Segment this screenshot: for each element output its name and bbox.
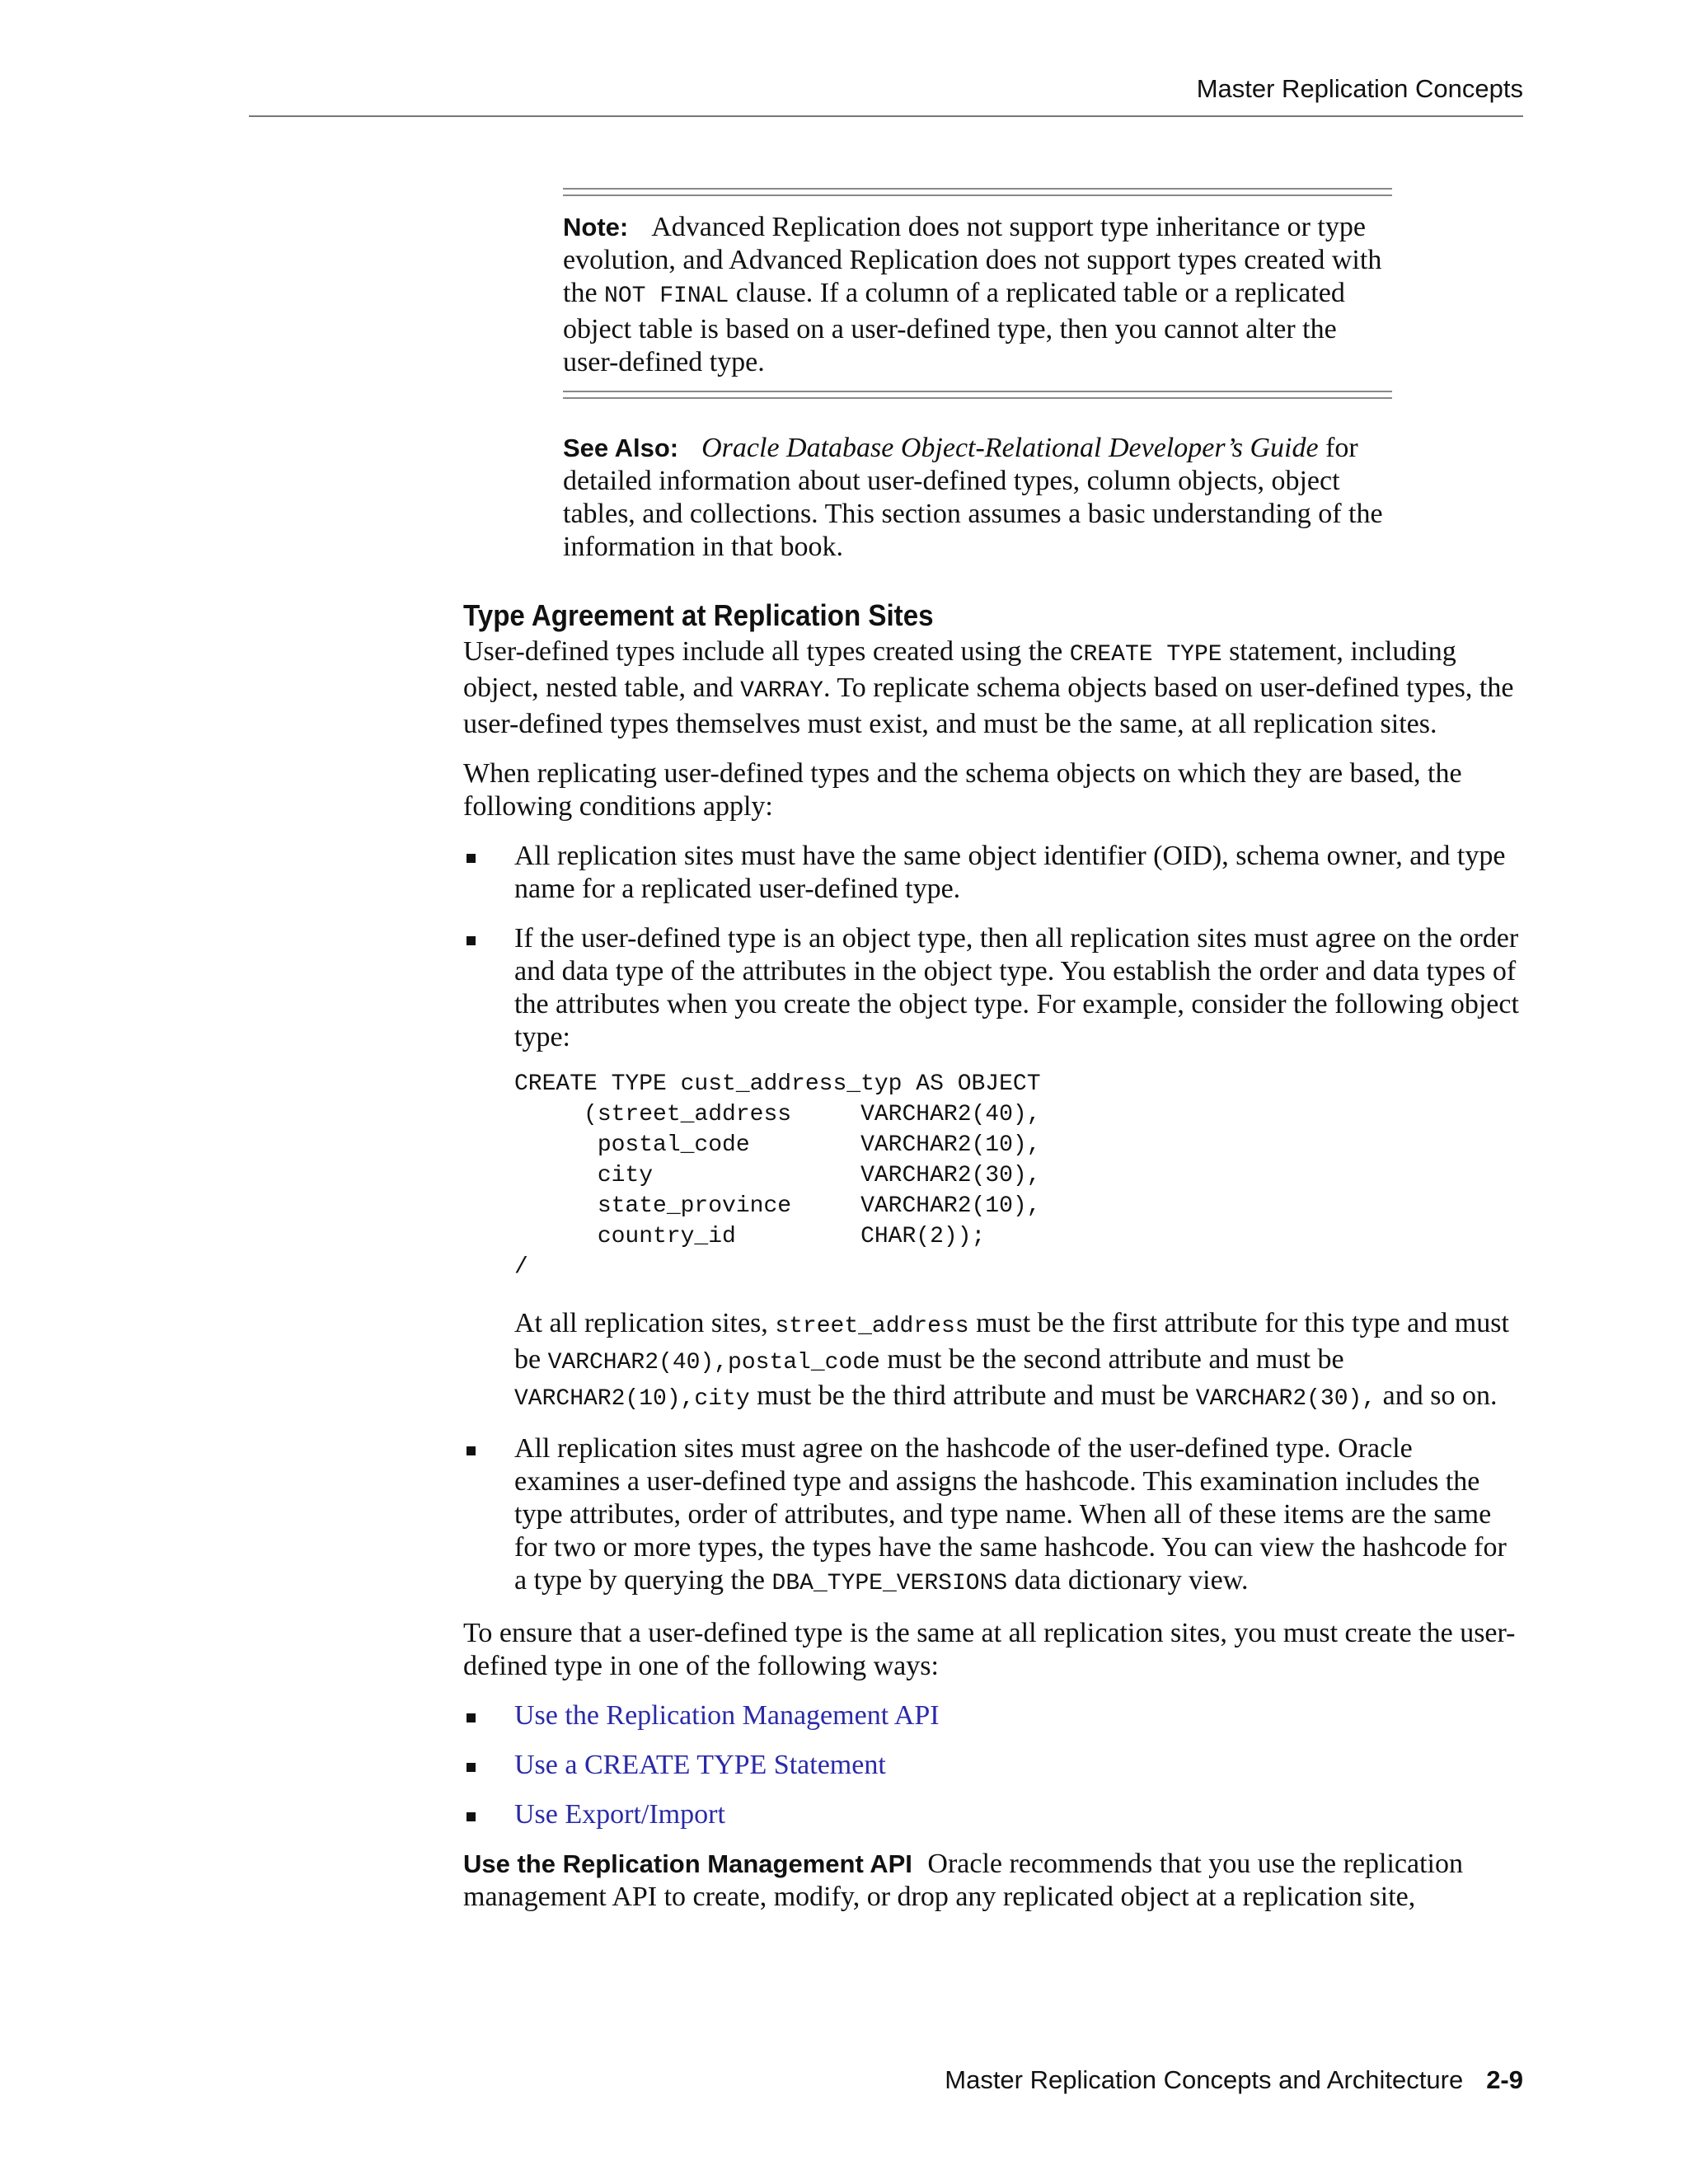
para1-text-2: statement, including object, nested table, and xyxy=(463,636,1456,703)
code-example: CREATE TYPE cust_address_typ AS OBJECT (street_address VARCHAR2(40), postal_code VARCHAR2(10), city VARCHAR2(30), state_province VARCHAR2(10), country_id CHAR(2)); / xyxy=(514,1071,1041,1280)
see-also-book-title: Oracle Database Object-Relational Developer’s Guide xyxy=(701,433,1319,463)
paragraph-replication-api xyxy=(463,1848,1523,1914)
after-code-code-1: street_address xyxy=(775,1314,969,1339)
list-item xyxy=(463,840,1523,906)
list-item xyxy=(463,1798,1523,1831)
note-text-1: Advanced Replication does not support type inheritance or type evolution, and Advanced Replication does not support types created with the xyxy=(563,212,1382,308)
note-text-2: clause. If a column of a replicated table or a replicated object table is based on a user-defined type, then you cannot alter the user-defined type. xyxy=(563,278,1345,377)
main-content xyxy=(463,598,1523,1930)
list-item xyxy=(463,1699,1523,1732)
list-item xyxy=(463,1749,1523,1782)
see-also-text: for detailed information about user-defined types, column objects, object tables, and collections. This section assumes a basic understanding of the information in that book. xyxy=(563,433,1383,562)
note-code: NOT FINAL xyxy=(604,284,729,309)
after-code-text-5: and so on. xyxy=(1376,1380,1498,1411)
bullet-1-text: All replication sites must have the same object identifier (OID), schema owner, and type name for a replicated user-defined type. xyxy=(514,841,1506,904)
link-replication-management-api[interactable]: Use the Replication Management API xyxy=(514,1700,940,1731)
after-code-code-4: VARCHAR2(30), xyxy=(1195,1386,1376,1412)
para1-code-2: VARRAY xyxy=(740,678,823,704)
paragraph-conditions: When replicating user-defined types and the schema objects on which they are based, the following conditions apply: xyxy=(463,758,1462,822)
page-number: 2-9 xyxy=(1486,2065,1523,2094)
page-footer xyxy=(945,2065,1523,2095)
para1-text-1: User-defined types include all types created using the xyxy=(463,636,1070,667)
after-code-code-2: VARCHAR2(40),postal_code xyxy=(547,1350,880,1376)
after-code-text-2: must be the first attribute for this type and must be xyxy=(514,1308,1509,1375)
para1-text-3: . To replicate schema objects based on user-defined types, the user-defined types themselves must exist, and must be the same, at all replication sites. xyxy=(463,673,1514,739)
note-text xyxy=(563,211,1392,379)
methods-list xyxy=(463,1699,1523,1831)
after-code-text-1: At all replication sites, xyxy=(514,1308,776,1338)
paragraph-ensure: To ensure that a user-defined type is the same at all replication sites, you must create the user-defined type in one of the following ways: xyxy=(463,1618,1516,1681)
header-rule xyxy=(249,115,1523,117)
bullet-3-text-2: data dictionary view. xyxy=(1007,1565,1249,1596)
after-code-code-3: VARCHAR2(10),city xyxy=(514,1386,750,1412)
list-item xyxy=(463,922,1523,1416)
para1-code-1: CREATE TYPE xyxy=(1069,642,1222,668)
runin-heading: Use the Replication Management API xyxy=(463,1849,912,1878)
bullet-3-text-1: All replication sites must agree on the hashcode of the user-defined type. Oracle examines a user-defined type and assigns the hashcode. This examination includes the type attributes, order of attributes, and type name. When all of these items are the same for two or more types, the types have the same hashcode. You can view the hashcode for a type by querying the xyxy=(514,1433,1507,1596)
paragraph-intro xyxy=(463,635,1523,741)
footer-chapter-title: Master Replication Concepts and Architecture xyxy=(945,2065,1464,2094)
after-code-text-3: must be the second attribute and must be xyxy=(879,1344,1344,1375)
see-also xyxy=(563,432,1392,564)
running-head: Master Replication Concepts xyxy=(1196,74,1523,103)
note-box xyxy=(563,188,1392,399)
after-code-text xyxy=(514,1307,1523,1416)
after-code-text-4: must be the third attribute and must be xyxy=(749,1380,1196,1411)
section-title: Type Agreement at Replication Sites xyxy=(463,598,934,632)
note-top-rule xyxy=(563,188,1392,196)
link-export-import[interactable]: Use Export/Import xyxy=(514,1799,725,1830)
last-para-text: Oracle recommends that you use the replication management API to create, modify, or drop any replicated object at a replication site, xyxy=(463,1849,1463,1912)
conditions-list xyxy=(463,840,1523,1601)
see-also-label: See Also: xyxy=(563,434,679,462)
note-label: Note: xyxy=(563,213,629,241)
bullet-3-code: DBA_TYPE_VERSIONS xyxy=(771,1571,1008,1596)
bullet-2-text: If the user-defined type is an object type, then all replication sites must agree on the order and data type of the attributes in the object type. You establish the order and data types of the attributes when you create the object type. For example, consider the following object type: xyxy=(514,923,1519,1052)
list-item xyxy=(463,1432,1523,1601)
link-create-type-statement[interactable]: Use a CREATE TYPE Statement xyxy=(514,1750,886,1780)
note-bottom-rule xyxy=(563,391,1392,399)
